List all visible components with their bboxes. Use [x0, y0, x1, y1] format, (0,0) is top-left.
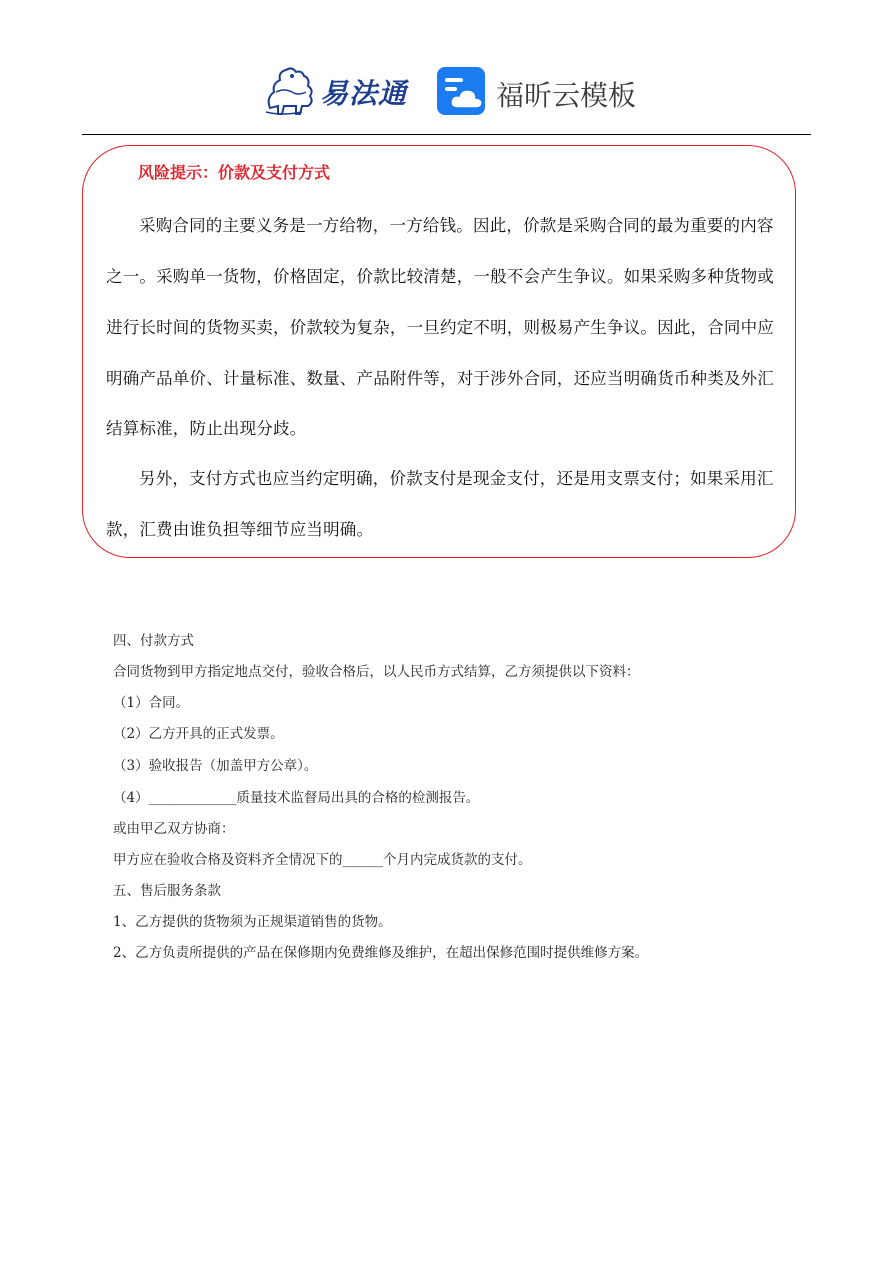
risk-paragraph-line: 采购合同的主要义务是一方给物，一方给钱。因此，价款是采购合同的最为重要的内容: [139, 216, 774, 235]
contract-list-item: （4）_____________质量技术监督局出具的合格的检测报告。: [113, 790, 480, 806]
risk-paragraph-line: 明确产品单价、计量标准、数量、产品附件等，对于涉外合同，还应当明确货币种类及外汇: [106, 369, 774, 388]
contract-list-item: （1）合同。: [113, 695, 190, 711]
risk-paragraph-line: 另外，支付方式也应当约定明确，价款支付是现金支付，还是用支票支付；如果采用汇: [139, 469, 774, 488]
yifatong-logo-text: 易法通: [320, 77, 408, 110]
contract-text-line: 合同货物到甲方指定地点交付，验收合格后，以人民币方式结算，乙方须提供以下资料：: [113, 664, 640, 680]
contract-text-line: 1、乙方提供的货物须为正规渠道销售的货物。: [113, 914, 392, 930]
risk-paragraph-line: 结算标准，防止出现分歧。: [106, 419, 307, 438]
header-divider: [82, 134, 811, 135]
qilin-icon: [262, 62, 320, 118]
section-heading-after-sales: 五、售后服务条款: [113, 883, 221, 899]
contract-list-item: （3）验收报告（加盖甲方公章）。: [113, 758, 318, 774]
fuxin-logo-text: 福昕云模板: [496, 79, 637, 112]
contract-text-line: 2、乙方负责所提供的产品在保修期内免费维修及维护，在超出保修范围时提供维修方案。: [113, 945, 649, 961]
risk-notice-title: 风险提示：价款及支付方式: [138, 163, 331, 182]
risk-paragraph-line: 进行长时间的货物买卖，价款较为复杂，一旦约定不明，则极易产生争议。因此，合同中应: [106, 318, 774, 337]
contract-text-line: 或由甲乙双方协商：: [113, 821, 235, 837]
risk-paragraph-line: 之一。采购单一货物，价格固定，价款比较清楚，一般不会产生争议。如果采购多种货物或: [106, 267, 774, 286]
fuxin-logo: [436, 66, 636, 118]
section-heading-payment: 四、付款方式: [113, 633, 194, 649]
contract-text-line: 甲方应在验收合格及资料齐全情况下的______个月内完成货款的支付。: [113, 852, 532, 868]
yifatong-logo: [262, 62, 412, 118]
cloud-document-icon: [436, 66, 486, 116]
contract-list-item: （2）乙方开具的正式发票。: [113, 726, 284, 742]
page-header: [0, 0, 893, 136]
risk-paragraph-line: 款，汇费由谁负担等细节应当明确。: [106, 520, 374, 539]
risk-notice-box: [82, 145, 796, 558]
